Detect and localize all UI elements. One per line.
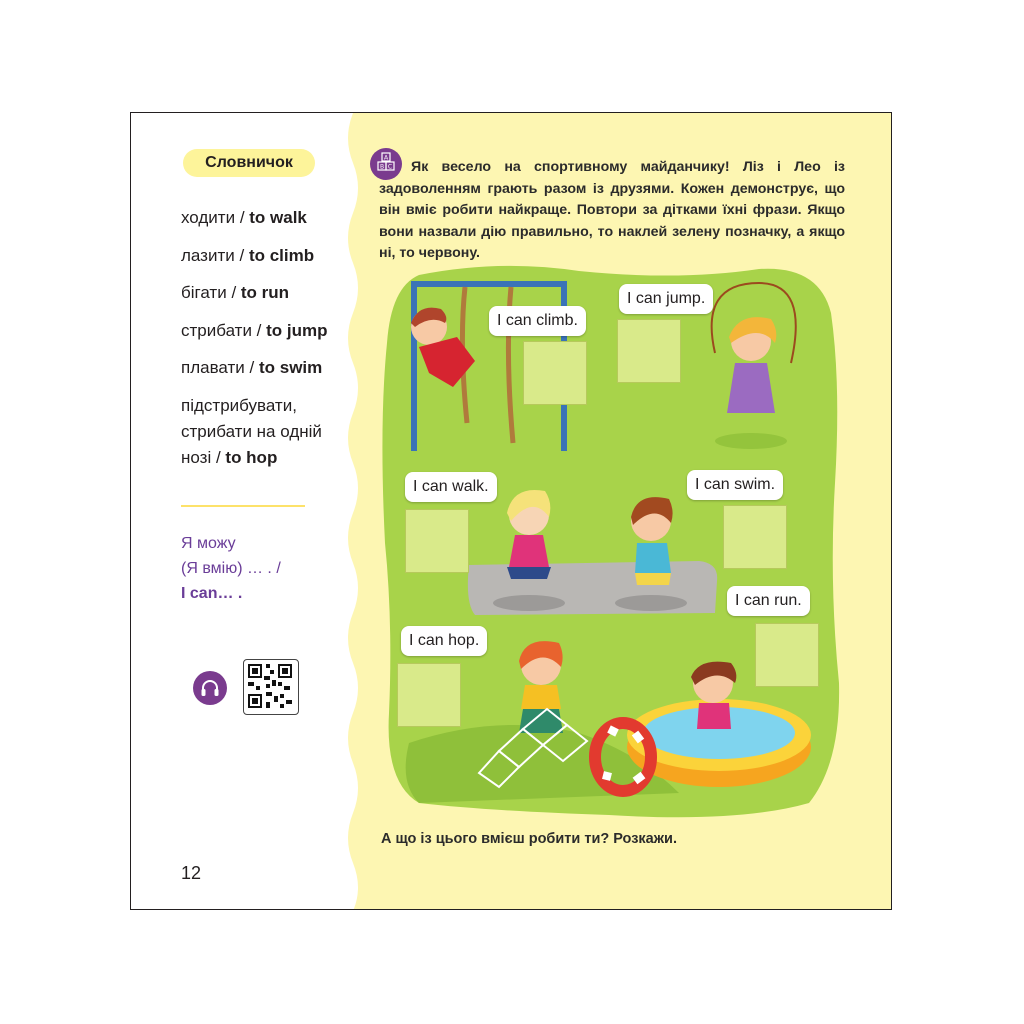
instruction-text: Як весело на спортивному майданчику! Ліз і Лео із задоволенням грають разом із друзями. Кожен демонструє, що він вміє робити найкраще. Повтори за дітками їхні фрази. Якщо вони назвали дію правильно, то наклей зелену позначку, а якщо ні, то червону. xyxy=(379,159,845,261)
svg-text:A: A xyxy=(383,154,389,162)
sticker-slot-hop[interactable] xyxy=(397,663,461,727)
sticker-slot-jump[interactable] xyxy=(617,319,681,383)
sticker-slot-swim[interactable] xyxy=(723,505,787,569)
book-page xyxy=(130,112,892,910)
page-number: 12 xyxy=(181,863,202,883)
svg-text:C: C xyxy=(387,163,393,171)
phrase-line-2: (Я вмію) … . / xyxy=(181,560,281,577)
vocabulary-item: плавати / to swim xyxy=(181,358,323,377)
vocabulary-item: ходити / to walk xyxy=(181,208,307,227)
svg-text:B: B xyxy=(379,163,385,171)
speech-bubble-swim: I can swim. xyxy=(687,470,783,500)
question-text: А що із цього вмієш робити ти? Розкажи. xyxy=(381,831,677,847)
speech-bubble-hop: I can hop. xyxy=(401,626,487,656)
qr-code-icon[interactable] xyxy=(243,659,299,715)
vocabulary-list xyxy=(181,205,351,482)
speech-bubble-jump: I can jump. xyxy=(619,284,713,314)
phrase-pattern xyxy=(181,531,331,606)
vocabulary-item: лазити / to climb xyxy=(181,245,315,265)
sticker-slot-climb[interactable] xyxy=(523,341,587,405)
phrase-line-3: I can… . xyxy=(181,585,243,602)
kid-hopping xyxy=(519,641,563,733)
headphones-icon[interactable] xyxy=(193,671,227,705)
divider xyxy=(181,505,305,507)
speech-bubble-run: I can run. xyxy=(727,586,810,616)
phrase-line-1: Я можу xyxy=(181,535,236,552)
speech-bubble-climb: I can climb. xyxy=(489,306,586,336)
sticker-slot-run[interactable] xyxy=(755,623,819,687)
vocabulary-title: Словничок xyxy=(183,149,315,177)
vocabulary-item: стрибати / to jump xyxy=(181,320,328,340)
vocabulary-item: бігати / to run xyxy=(181,283,290,302)
speech-bubble-walk: I can walk. xyxy=(405,472,497,502)
vocabulary-item: підстрибувати, стрибати на одній нозі / to hop xyxy=(181,395,322,467)
sticker-slot-walk[interactable] xyxy=(405,509,469,573)
